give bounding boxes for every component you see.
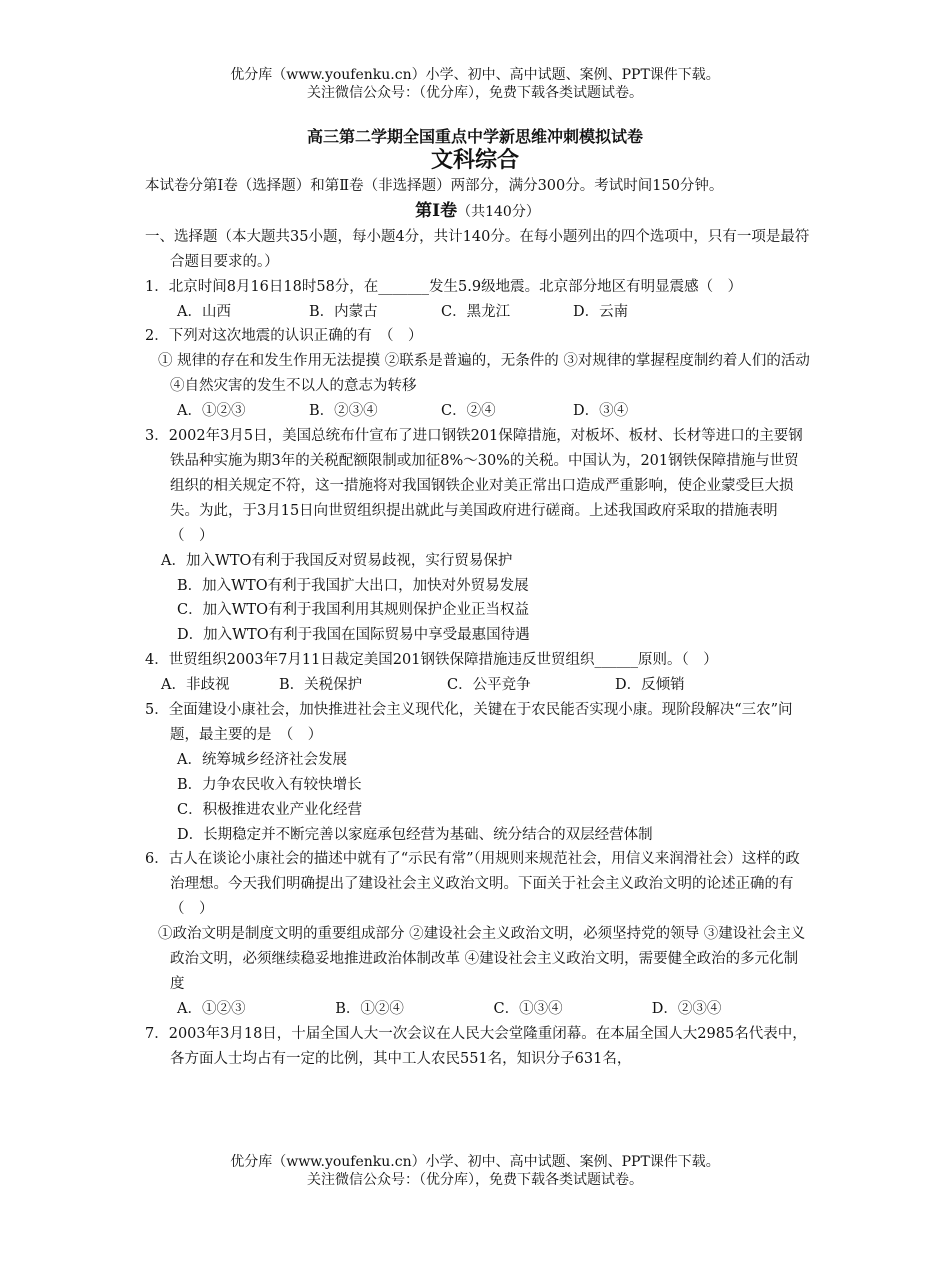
question-5-stem: 5．全面建设小康社会，加快推进社会主义现代化，关键在于农民能否实现小康。现阶段解决“三农”问题，最主要的是 （ ） bbox=[145, 702, 793, 743]
exam-title: 高三第二学期全国重点中学新思维冲刺模拟试卷 bbox=[306, 127, 643, 146]
section-title: 第Ⅰ卷 bbox=[415, 200, 458, 221]
option-b: B．加入WTO有利于我国扩大出口，加快对外贸易发展 bbox=[177, 577, 529, 594]
option-d: D．加入WTO有利于我国在国际贸易中享受最惠国待遇 bbox=[177, 627, 530, 644]
question-6-statements: ①政治文明是制度文明的重要组成部分 ②建设社会主义政治文明，必须坚持党的领导 ③建设社会主义政治文明，必须继续稳妥地推进政治体制改革 ④建设社会主义政治文明，需要健全政治的多元化制度 bbox=[158, 926, 806, 992]
header-line-1: 优分库（www.youfenku.cn）小学、初中、高中试题、案例、PPT课件下载。 bbox=[230, 67, 720, 83]
option-a: A．①②③ bbox=[177, 403, 246, 420]
question-4-stem: 4．世贸组织2003年7月11日裁定美国201钢铁保障措施违反世贸组织______原则。（ ） bbox=[145, 652, 718, 669]
question-2-statements: ① 规律的存在和发生作用无法提摸 ②联系是普遍的，无条件的 ③对规律的掌握程度制约着人们的活动 ④自然灾害的发生不以人的意志为转移 bbox=[158, 353, 810, 395]
page-footer bbox=[0, 1153, 950, 1189]
option-d: D．反倾销 bbox=[615, 677, 685, 694]
option-d: D．长期稳定并不断完善以家庭承包经营为基础、统分结合的双层经营体制 bbox=[177, 826, 653, 843]
option-c: C．黑龙江 bbox=[441, 303, 511, 320]
exam-body bbox=[145, 174, 810, 1072]
option-b: B．力争农民收入有较快增长 bbox=[177, 776, 362, 793]
option-d: D．③④ bbox=[573, 403, 629, 420]
header-line-2: 关注微信公众号：（优分库），免费下载各类试题试卷。 bbox=[307, 85, 643, 101]
question-1-stem: 1．北京时间8月16日18时58分，在_______发生5.9级地震。北京部分地区有明显震感（ ） bbox=[145, 278, 743, 295]
option-b: B．内蒙古 bbox=[309, 303, 378, 320]
footer-line-2: 关注微信公众号：（优分库），免费下载各类试题试卷。 bbox=[307, 1172, 643, 1188]
option-c: C．公平竞争 bbox=[447, 677, 531, 694]
question-1-options bbox=[145, 300, 810, 325]
question-2-stem: 2．下列对这次地震的认识正确的有 （ ） bbox=[145, 328, 423, 345]
option-b: B．①②④ bbox=[335, 1000, 404, 1017]
option-d: D．云南 bbox=[573, 303, 629, 320]
option-b: B．关税保护 bbox=[279, 677, 363, 694]
section-heading bbox=[145, 199, 810, 225]
option-b: B．②③④ bbox=[309, 403, 378, 420]
option-c: C．积极推进农业产业化经营 bbox=[177, 801, 363, 818]
question-3-stem: 3．2002年3月5日，美国总统布什宣布了进口钢铁201保障措施，对板坏、板材、长材等进口的主要钢铁品种实施为期3年的关税配额限制或加征8%～30%的关税。中国认为，201钢铁保障措施与世贸组织的相关规定不符，这一措施将对我国钢铁企业对美正常出口造成严重影响，使企业蒙受巨大损失。为此，于3月15日向世贸组织提出就此与美国政府进行磋商。上述我国政府采取的措施表明 （ ） bbox=[145, 428, 803, 544]
footer-line-1: 优分库（www.youfenku.cn）小学、初中、高中试题、案例、PPT课件下载。 bbox=[230, 1154, 720, 1170]
question-6-options bbox=[145, 997, 810, 1022]
exam-intro: 本试卷分第Ⅰ卷（选择题）和第Ⅱ卷（非选择题）两部分，满分300分。考试时间150分钟。 bbox=[145, 178, 724, 194]
question-7-stem: 7．2003年3月18日，十届全国人大一次会议在人民大会堂隆重闭幕。在本届全国人大2985名代表中，各方面人士均占有一定的比例，其中工人农民551名，知识分子631名， bbox=[145, 1025, 807, 1067]
exam-subject: 文科综合 bbox=[430, 147, 519, 173]
question-6-stem: 6．古人在谈论小康社会的描述中就有了“示民有常”（用规则来规范社会，用信义来润滑社会）这样的政治理想。今天我们明确提出了建设社会主义政治文明。下面关于社会主义政治文明的论述正确的有 （ ） bbox=[145, 851, 808, 918]
question-2-options bbox=[145, 399, 810, 424]
option-c: C．②④ bbox=[441, 403, 496, 420]
section-score: （共140分） bbox=[457, 203, 540, 220]
option-c: C．①③④ bbox=[493, 1000, 563, 1017]
option-a: A．①②③ bbox=[177, 1000, 246, 1017]
question-4-options bbox=[145, 673, 810, 698]
part-instruction: 一、选择题（本大题共35小题，每小题4分，共计140分。在每小题列出的四个选项中，只有一项是最符合题目要求的。） bbox=[145, 228, 810, 270]
option-d: D．②③④ bbox=[651, 1000, 722, 1017]
page-header bbox=[0, 66, 950, 102]
option-a: A．统筹城乡经济社会发展 bbox=[177, 751, 347, 768]
option-a: A．山西 bbox=[177, 303, 231, 320]
option-a: A．加入WTO有利于我国反对贸易歧视，实行贸易保护 bbox=[161, 552, 513, 569]
option-c: C．加入WTO有利于我国利用其规则保护企业正当权益 bbox=[177, 602, 530, 619]
option-a: A．非歧视 bbox=[161, 677, 230, 694]
